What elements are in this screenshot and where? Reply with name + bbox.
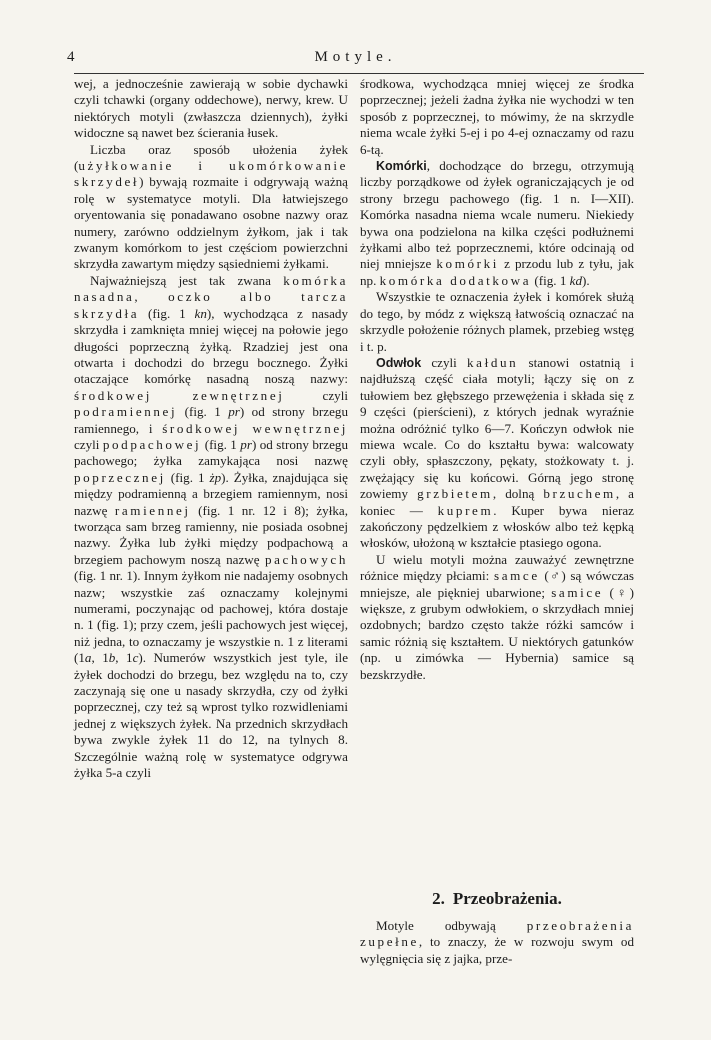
paragraph: Liczba oraz sposób ułożenia żyłek (użyłkowanie i ukomórkowanie skrzydeł) bywają rozmaite i odgrywają ważną rolę w systematyce motyli. Dla łatwiejszego oryentowania się ponadawano osobne nazwy oraz numery, zarówno oddzielnym żyłkom, jak i tak zwanym komórkom to jest częściom powierzchni skrzydła zawartym między sąsiedniemi żyłkami. [74, 141, 348, 272]
bold-term: Odwłok [376, 355, 422, 370]
paragraph: Motyle odbywają przeobrażenia zupełne, to znaczy, że w rozwoju swym od wylęgnięcia się z jajka, prze- [360, 918, 634, 966]
running-title: Motyle. [314, 49, 397, 65]
spaced-term: środkowej zewnętrznej [74, 387, 285, 403]
page-number: 4 [67, 49, 75, 65]
paragraph: środkowa, wychodząca mniej więcej ze środka poprzecznej; jeżeli żadna żyłka nie wychodzi w ten sposób z poprzecznej, to mówimy, że na skrzydle niema wcale żyłki 5-ej i po 4-ej oznaczamy od razu 6-tą. [360, 76, 634, 157]
spaced-term: poprzecznej [74, 469, 166, 485]
spaced-term: brzuchem [543, 486, 616, 502]
paragraph: Wszystkie te oznaczenia żyłek i komórek służą do tego, by módz z większą łatwością oznaczać na skrzydle położenie różnych plamek, przebieg wstęg i t. p. [360, 289, 634, 354]
right-column [360, 76, 634, 683]
spaced-term: komórka nasadna, oczko albo tarcza skrzydła [74, 272, 348, 321]
paragraph: Komórki, dochodzące do brzegu, otrzymują liczby porządkowe od żyłek ograniczających je od strony brzegu pachowego (fig. 1 n. I—XII). Komórka nasadna niema wcale numeru. Niekiedy bywa ona podzielona na kilka części podłużnemi żyłkami albo też poprzecznemi, które odcinają od niej mniejsze komórki z przodu lub z tyłu, jak np. komórka dodatkowa (fig. 1 kd). [360, 158, 634, 288]
spaced-term: przeobrażenia zupełne [360, 918, 634, 950]
paragraph: Najważniejszą jest tak zwana komórka nasadna, oczko albo tarcza skrzydła (fig. 1 kn), wychodząca z nasady skrzydła i zamknięta mniej więcej na połowie jego długości poprzeczną żyłką. Rzadziej jest ona otwarta i dochodzi do brzegu bocznego. Żyłki otaczające komórkę nasadną noszą nazwy: środkowej zewnętrznej czyli podramiennej (fig. 1 pr) od strony brzegu ramiennego, i środkowej wewnętrznej czyli podpachowej (fig. 1 pr) od strony brzegu pachowego; żyłka zamykająca nosi nazwę poprzecznej (fig. 1 żp). Żyłka, znajdująca się między podramienną a brzegiem ramiennym, nosi nazwę ramiennej (fig. 1 nr. 12 i 8); żyłka, tworząca sam brzeg ramienny, nie posiada osobnej nazwy. Żyłka lub żyłki między podpachową a brzegiem pachowym noszą nazwę pachowych (fig. 1 nr. 1). Innym żyłkom nie nadajemy osobnych nazw; wszystkie zaś oznaczamy kolejnymi numerami, poczynając od pachowej, która dostaje n. 1 (fig. 1); przy czem, jeśli pachowych jest więcej, niż jedna, to oznaczamy je wszystkie n. 1 z literami (1a, 1b, 1c). Numerów wszystkich jest tyle, ile żyłek dochodzi do brzegu, bez względu na to, czy zaczynają się one u nasady skrzydła, czy od żyłki poprzecznej, czy też są wprost tylko rozwidleniami jednej z większych żyłek. Na przednich skrzydłach bywa zwykle żyłek 11 do 12, na tylnych 8. Szczególnie ważną rolę w systematyce odgrywa żyłka 5-a czyli [74, 272, 349, 781]
spaced-term: samce [494, 568, 540, 584]
spaced-term: komórka dodatkowa [379, 272, 532, 288]
spaced-term: samice [551, 584, 604, 600]
paragraph: wej, a jednocześnie zawierają w sobie dychawki czyli tchawki (organy oddechowe), nerwy, krew. U niektórych motyli (zwłaszcza dziennych), żyłki widoczne są nawet bez ścierania łusek. [74, 76, 348, 141]
spaced-term: ramiennej [114, 502, 191, 518]
spaced-term: grzbietem [417, 486, 493, 502]
spaced-term: środkowej wewnętrznej [162, 420, 349, 436]
spaced-term: pachowych [264, 551, 348, 567]
section-body [360, 918, 634, 967]
spaced-term: komórki [436, 256, 499, 272]
paragraph: U wielu motyli można zauważyć zewnętrzne różnice między płciami: samce (♂) są wówczas mniejsze, ale piękniej ubarwione; samice (♀) większe, z grubym odwłokiem, o skrzydłach mniej ozdobnych; bardzo często także różki samców i samic różnią się kształtem. U niektórych gatunków (np. u zimówka — Hybernia) samice są bezskrzydłe. [360, 551, 635, 682]
spaced-term: kałdun [467, 354, 519, 370]
spaced-term: podpachowej [102, 436, 202, 452]
section-heading [360, 889, 634, 909]
bold-term: Komórki [376, 159, 427, 174]
left-column [74, 76, 348, 781]
paragraph: Odwłok czyli kałdun stanowi ostatnią i najdłuższą część ciała motyli; łączy się on z tułowiem bez głębszego przewężenia i składa się z 9 części (pierścieni), z których jednak wyraźnie można odróżnić tylko 6—7. Kończyn odwłok nie miewa wcale. Co do kształtu bywa: walcowaty czyli obły, spłaszczony, pękaty, stożkowaty t. j. zwężający się ku końcowi. Górną jego stronę zowiemy grzbietem, dolną brzuchem, a koniec — kuprem. Kuper bywa nieraz zakończony pędzelkiem z włosków albo też kępką włosków, ułożoną w kształcie ptasiego ogona. [360, 354, 635, 551]
section-title: Przeobrażenia. [452, 889, 562, 908]
spaced-term: podramiennej [74, 404, 178, 420]
section-number: 2. [432, 889, 445, 908]
spaced-term: kuprem [437, 502, 494, 518]
header-rule [74, 73, 644, 74]
spaced-term: użyłkowanie i ukomórkowanie skrzydeł [74, 158, 348, 190]
